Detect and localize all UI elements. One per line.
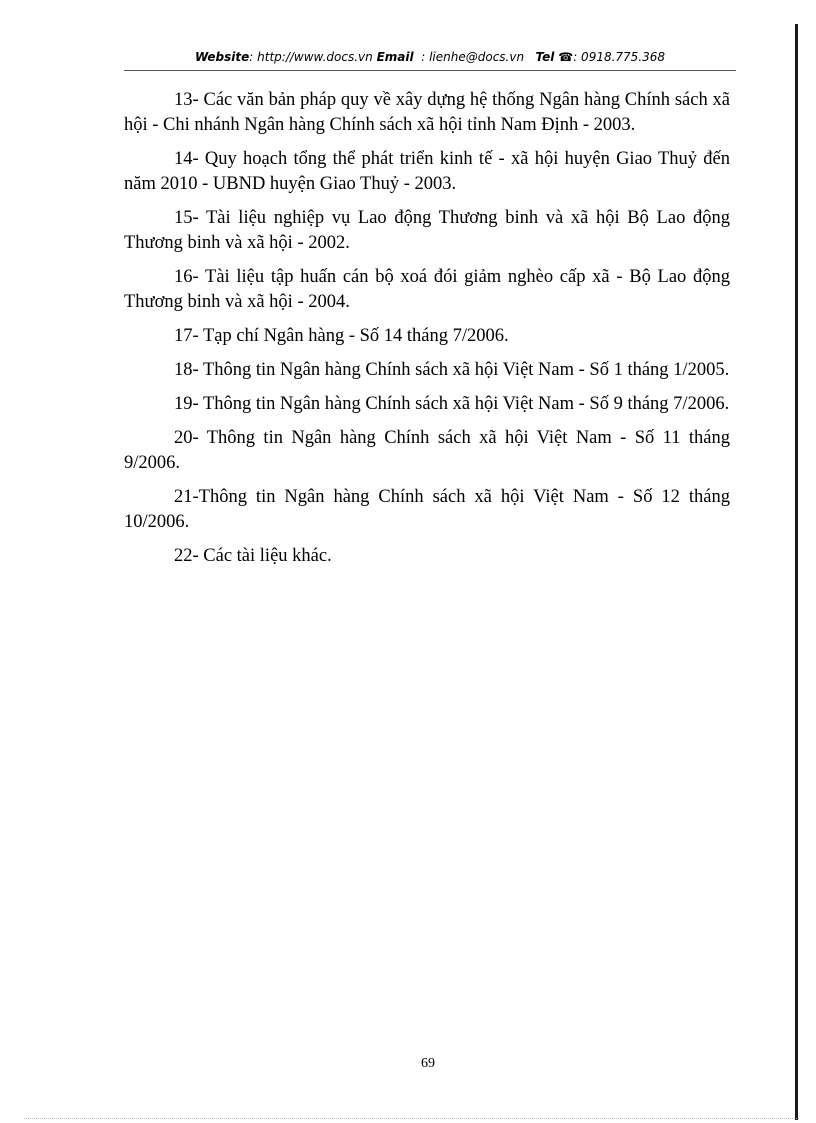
reference-item: 16- Tài liệu tập huấn cán bộ xoá đói giảm nghèo cấp xã - Bộ Lao động Thương binh và xã hội - 2004. [124,267,730,312]
reference-list [124,88,730,578]
reference-item: 14- Quy hoạch tổng thể phát triển kinh tế - xã hội huyện Giao Thuỷ đến năm 2010 - UBND huyện Giao Thuỷ - 2003. [124,149,730,194]
page-shadow-right [795,24,798,1120]
phone-icon: ☎ [558,50,574,64]
reference-item: 15- Tài liệu nghiệp vụ Lao động Thương binh và xã hội Bộ Lao động Thương binh và xã hội - 2002. [124,208,730,253]
tel-label: Tel [535,50,555,64]
reference-item: 22- Các tài liệu khác. [174,546,332,566]
reference-item: 20- Thông tin Ngân hàng Chính sách xã hội Việt Nam - Số 11 tháng 9/2006. [124,428,730,473]
reference-item: 13- Các văn bản pháp quy về xây dựng hệ thống Ngân hàng Chính sách xã hội - Chi nhánh Ngân hàng Chính sách xã hội tỉnh Nam Định - 2003. [124,90,730,135]
reference-item: 17- Tạp chí Ngân hàng - Số 14 tháng 7/2006. [174,326,509,346]
page-header [124,50,736,64]
reference-item: 18- Thông tin Ngân hàng Chính sách xã hội Việt Nam - Số 1 tháng 1/2005. [174,360,730,380]
reference-item: 21-Thông tin Ngân hàng Chính sách xã hội Việt Nam - Số 12 tháng 10/2006. [124,487,730,532]
header-rule [124,70,736,71]
email-value: : lienhe@docs.vn [421,50,525,64]
website-value: : http://www.docs.vn [249,50,373,64]
page-number: 69 [421,1056,435,1071]
tel-value: : 0918.775.368 [573,50,666,64]
reference-item: 19- Thông tin Ngân hàng Chính sách xã hội Việt Nam - Số 9 tháng 7/2006. [174,394,730,414]
page-shadow-bottom [24,1118,799,1120]
email-label: Email [376,50,414,64]
website-label: Website [194,50,250,64]
